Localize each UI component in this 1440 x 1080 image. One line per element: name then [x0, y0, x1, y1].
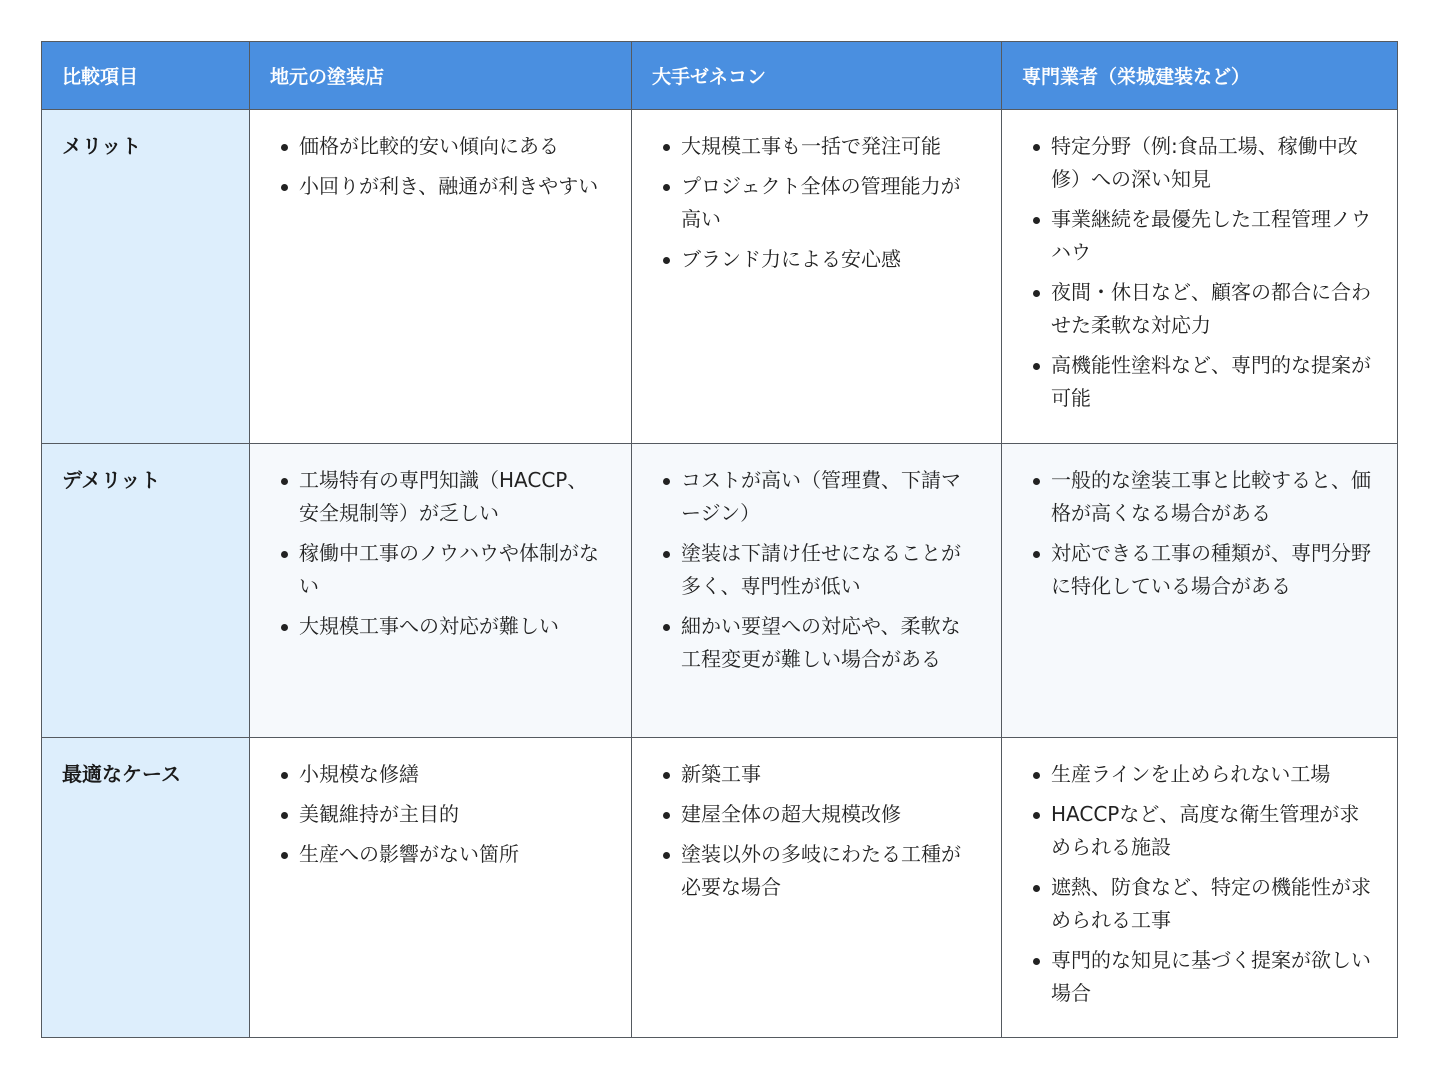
- bullet-list: [662, 130, 975, 276]
- header-row: [42, 42, 1398, 110]
- bullet-list: [662, 758, 975, 904]
- list-item: 新築工事: [662, 758, 975, 791]
- list-item: 一般的な塗装工事と比較すると、価格が高くなる場合がある: [1032, 464, 1371, 530]
- bullet-list: [280, 758, 605, 871]
- list-item: 小規模な修繕: [280, 758, 605, 791]
- list-item: 遮熱、防食など、特定の機能性が求められる工事: [1032, 871, 1371, 937]
- list-item: 生産ラインを止められない工場: [1032, 758, 1371, 791]
- header-specialist: 専門業者（栄城建装など）: [1002, 42, 1398, 110]
- row-label-demerit: デメリット: [42, 444, 250, 738]
- cell-general-best-case: [632, 738, 1002, 1038]
- header-local-painter: 地元の塗装店: [250, 42, 632, 110]
- cell-local-merit: [250, 110, 632, 444]
- header-general-contractor: 大手ゼネコン: [632, 42, 1002, 110]
- list-item: 大規模工事も一括で発注可能: [662, 130, 975, 163]
- cell-general-merit: [632, 110, 1002, 444]
- row-label-merit: メリット: [42, 110, 250, 444]
- cell-local-best-case: [250, 738, 632, 1038]
- table-header: [42, 42, 1398, 110]
- bullet-list: [280, 464, 605, 643]
- list-item: ブランド力による安心感: [662, 243, 975, 276]
- row-label-best-case: 最適なケース: [42, 738, 250, 1038]
- list-item: 生産への影響がない箇所: [280, 838, 605, 871]
- list-item: 小回りが利き、融通が利きやすい: [280, 170, 605, 203]
- cell-specialist-best-case: [1002, 738, 1398, 1038]
- cell-specialist-demerit: [1002, 444, 1398, 738]
- list-item: 価格が比較的安い傾向にある: [280, 130, 605, 163]
- list-item: 事業継続を最優先した工程管理ノウハウ: [1032, 203, 1371, 269]
- comparison-table: [41, 41, 1398, 1038]
- list-item: 細かい要望への対応や、柔軟な工程変更が難しい場合がある: [662, 610, 975, 676]
- list-item: コストが高い（管理費、下請マージン）: [662, 464, 975, 530]
- cell-specialist-merit: [1002, 110, 1398, 444]
- list-item: 工場特有の専門知識（HACCP、安全規制等）が乏しい: [280, 464, 605, 530]
- bullet-list: [1032, 130, 1371, 415]
- cell-general-demerit: [632, 444, 1002, 738]
- bullet-list: [280, 130, 605, 203]
- list-item: 専門的な知見に基づく提案が欲しい場合: [1032, 944, 1371, 1010]
- bullet-list: [1032, 758, 1371, 1010]
- list-item: 高機能性塗料など、専門的な提案が可能: [1032, 349, 1371, 415]
- list-item: 対応できる工事の種類が、専門分野に特化している場合がある: [1032, 537, 1371, 603]
- list-item: HACCPなど、高度な衛生管理が求められる施設: [1032, 798, 1371, 864]
- list-item: 塗装は下請け任せになることが多く、専門性が低い: [662, 537, 975, 603]
- table-row: [42, 738, 1398, 1038]
- table-row: [42, 444, 1398, 738]
- list-item: 美観維持が主目的: [280, 798, 605, 831]
- table-row: [42, 110, 1398, 444]
- list-item: 建屋全体の超大規模改修: [662, 798, 975, 831]
- list-item: 大規模工事への対応が難しい: [280, 610, 605, 643]
- header-comparison-item: 比較項目: [42, 42, 250, 110]
- table-body: [42, 110, 1398, 1038]
- cell-local-demerit: [250, 444, 632, 738]
- list-item: 塗装以外の多岐にわたる工種が必要な場合: [662, 838, 975, 904]
- list-item: 特定分野（例:食品工場、稼働中改修）への深い知見: [1032, 130, 1371, 196]
- list-item: プロジェクト全体の管理能力が高い: [662, 170, 975, 236]
- bullet-list: [1032, 464, 1371, 603]
- bullet-list: [662, 464, 975, 676]
- list-item: 稼働中工事のノウハウや体制がない: [280, 537, 605, 603]
- list-item: 夜間・休日など、顧客の都合に合わせた柔軟な対応力: [1032, 276, 1371, 342]
